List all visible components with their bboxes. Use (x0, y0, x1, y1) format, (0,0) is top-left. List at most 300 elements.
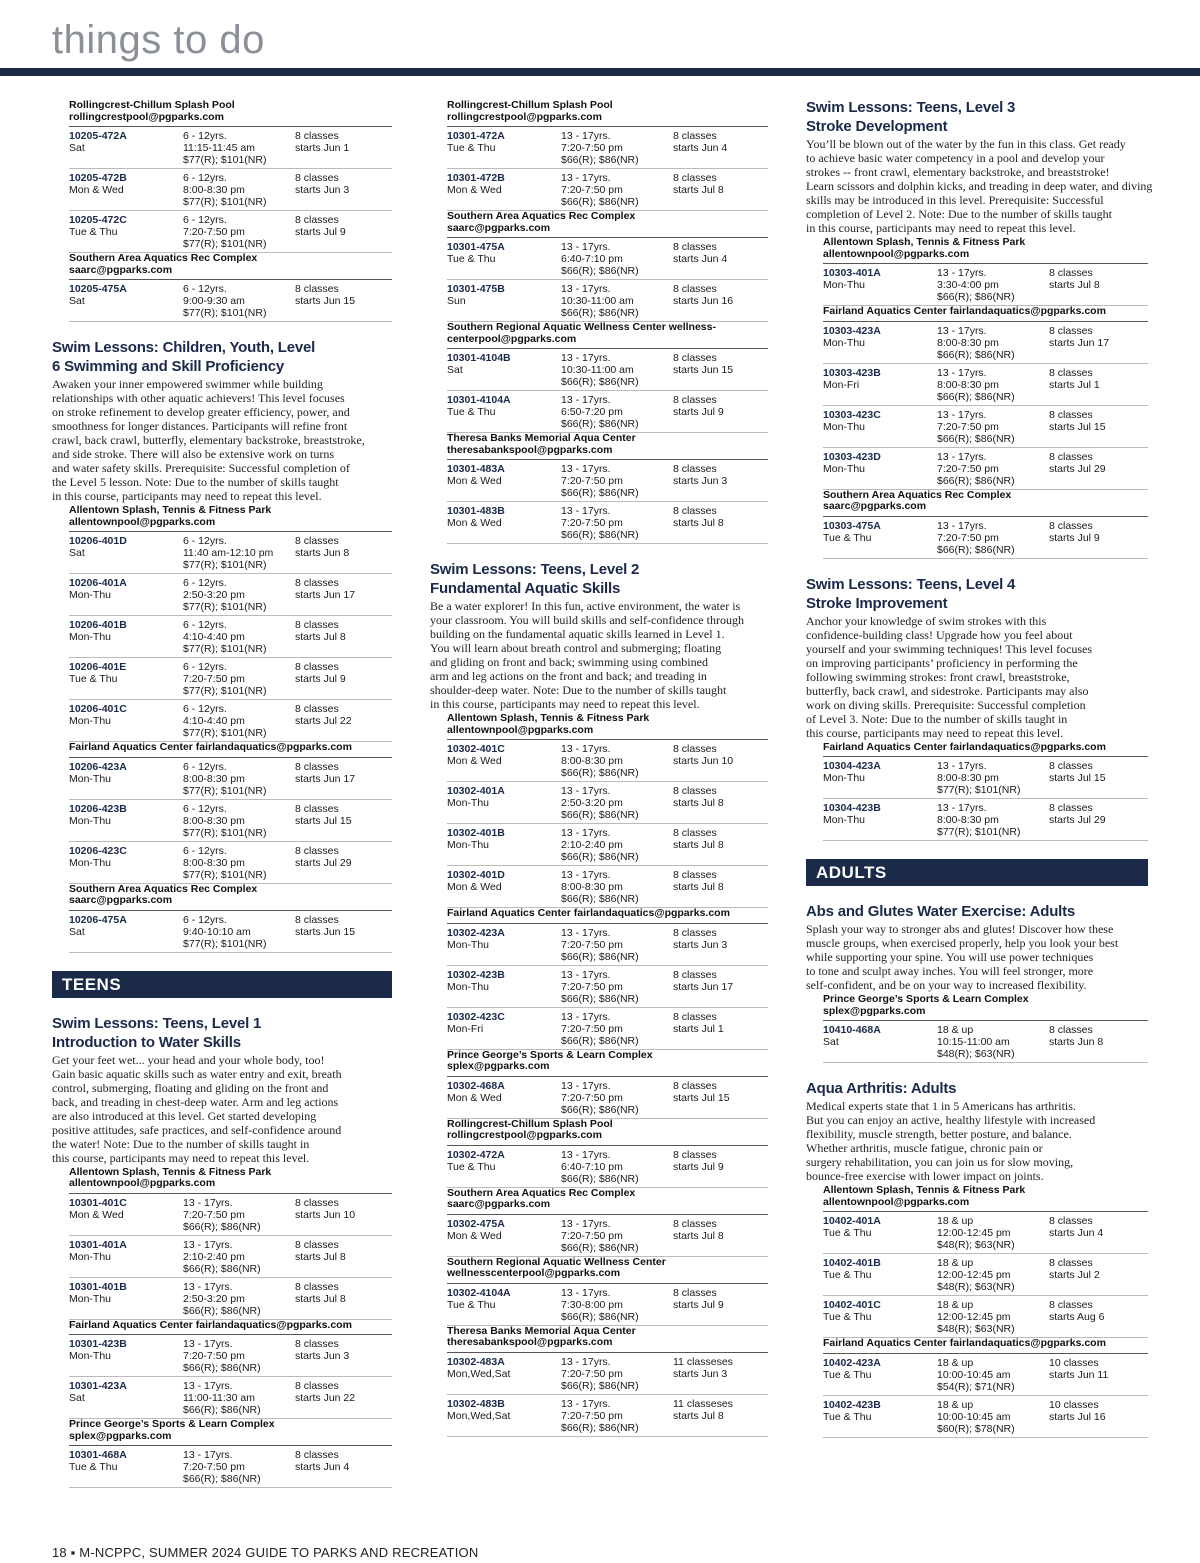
description-line: while supporting your spine. You will use power techniques (806, 950, 1094, 964)
class-days: Sat (69, 925, 85, 938)
class-code: 10301-401C (69, 1196, 127, 1209)
class-fee: $66(R); $86(NR) (937, 543, 1015, 556)
location-email: allentownpool@pgparks.com (823, 1195, 970, 1208)
class-time: 7:20-7:50 pm (183, 673, 245, 685)
class-row (823, 322, 1148, 364)
class-code: 10301-423B (69, 1338, 127, 1350)
class-row (447, 740, 768, 782)
class-fee: $66(R); $86(NR) (561, 154, 639, 166)
class-days: Sat (69, 1392, 85, 1404)
location-name: Southern Regional Aquatic Wellness Center wellness- (447, 321, 716, 333)
class-row (447, 169, 768, 211)
class-fee: $77(R); $101(NR) (183, 868, 267, 881)
start-date: starts Jul 8 (673, 1229, 724, 1242)
class-time: 12:00-12:45 pm (937, 1269, 1011, 1281)
class-row (447, 1146, 768, 1188)
class-count: 8 classes (673, 869, 717, 881)
class-days: Tue & Thu (823, 1269, 872, 1281)
start-date: starts Jul 8 (673, 839, 724, 851)
class-code: 10302-468A (447, 1079, 505, 1092)
location-email: saarc@pgparks.com (447, 221, 551, 234)
class-time: 2:50-3:20 pm (561, 797, 623, 809)
description-line: back, and treading in chest-deep water. Arm and leg actions (52, 1094, 339, 1109)
class-row (823, 1354, 1148, 1396)
class-fee: $66(R); $86(NR) (937, 291, 1015, 303)
age-range: 13 - 17yrs. (183, 1338, 233, 1350)
class-code: 10302-423C (447, 1010, 505, 1023)
class-code: 10302-423B (447, 968, 505, 981)
course-title-line: Swim Lessons: Teens, Level 3 (806, 99, 1016, 116)
location-name: Southern Area Aquatics Rec Complex (69, 252, 258, 264)
age-range: 13 - 17yrs. (937, 760, 987, 772)
class-fee: $66(R); $86(NR) (561, 307, 639, 319)
class-code: 10205-472B (69, 172, 127, 184)
class-days: Mon-Thu (447, 797, 490, 809)
class-code: 10302-401A (447, 785, 505, 797)
age-range: 18 & up (937, 1299, 974, 1311)
spacer (447, 487, 561, 499)
spacer (447, 851, 561, 863)
age-range: 13 - 17yrs. (561, 1148, 611, 1161)
location-email: saarc@pgparks.com (823, 500, 927, 512)
description-line: You’ll be blown out of the water by the fun in this class. Get ready (806, 137, 1126, 151)
description-line: Medical experts state that 1 in 5 Americans has arthritis. (806, 1099, 1076, 1113)
class-fee: $66(R); $86(NR) (183, 1262, 261, 1275)
class-row (69, 1278, 392, 1320)
spacer (447, 1422, 561, 1434)
age-group-banner: ADULTS (806, 859, 1148, 886)
class-time: 3:30-4:00 pm (937, 279, 999, 291)
class-fee: $77(R); $101(NR) (183, 784, 267, 797)
location-name: Prince George’s Sports & Learn Complex (69, 1418, 275, 1430)
age-range: 13 - 17yrs. (183, 1280, 233, 1293)
age-range: 13 - 17yrs. (937, 802, 987, 814)
age-range: 13 - 17yrs. (561, 241, 611, 253)
class-count: 8 classes (295, 130, 339, 142)
class-code: 10301-401B (69, 1280, 127, 1293)
class-fee: $66(R); $86(NR) (937, 474, 1015, 487)
location-header (69, 1320, 392, 1336)
class-code: 10206-423B (69, 802, 127, 815)
column-1 (52, 98, 392, 1488)
location-header (447, 1257, 768, 1284)
class-count: 8 classes (673, 1217, 717, 1230)
section-title: things to do (52, 18, 265, 62)
class-time: 7:20-7:50 pm (561, 980, 623, 993)
class-count: 8 classes (673, 505, 717, 517)
class-time: 7:20-7:50 pm (937, 531, 999, 544)
class-row (823, 1212, 1148, 1254)
class-code: 10402-423A (823, 1356, 881, 1369)
class-days: Mon & Wed (69, 1208, 124, 1221)
class-days: Sat (69, 295, 85, 307)
age-range: 18 & up (937, 1257, 974, 1269)
class-code: 10302-483A (447, 1355, 505, 1368)
class-days: Mon-Thu (823, 336, 866, 349)
description-line: Get your feet wet... your head and your whole body, too! (52, 1052, 325, 1067)
class-count: 8 classes (673, 130, 717, 142)
age-range: 13 - 17yrs. (561, 130, 611, 142)
age-range: 13 - 17yrs. (937, 519, 987, 532)
class-count: 8 classes (295, 661, 339, 673)
start-date: starts Jul 8 (673, 517, 724, 529)
class-days: Mon-Thu (69, 1250, 112, 1263)
class-count: 8 classes (295, 535, 339, 547)
location-name: Prince George’s Sports & Learn Complex (823, 993, 1029, 1005)
class-days: Mon-Fri (823, 378, 860, 391)
location-header (69, 505, 392, 532)
class-time: 8:00-8:30 pm (561, 755, 623, 767)
age-range: 6 - 12yrs. (183, 130, 227, 142)
start-date: starts Jul 1 (1049, 378, 1100, 391)
start-date: starts Jul 2 (1049, 1269, 1100, 1281)
class-time: 8:00-8:30 pm (183, 814, 245, 827)
spacer (447, 265, 561, 277)
class-time: 7:20-7:50 pm (561, 517, 623, 529)
class-count: 10 classes (1049, 1356, 1099, 1369)
class-code: 10205-472C (69, 214, 127, 226)
location-header (447, 908, 768, 924)
class-days: Mon & Wed (447, 1229, 502, 1242)
spacer (823, 544, 937, 556)
spacer (69, 1221, 183, 1233)
spacer (69, 196, 183, 208)
class-time: 8:00-8:30 pm (937, 336, 999, 349)
class-time: 10:30-11:00 am (561, 295, 634, 307)
class-days: Mon-Thu (69, 814, 112, 827)
description-line: crawl, back crawl, butterfly, elementary backstroke, breaststroke, (52, 433, 365, 447)
class-time: 7:20-7:50 pm (183, 226, 245, 238)
age-range: 6 - 12yrs. (183, 535, 227, 547)
location-name: Rollingcrest-Chillum Splash Pool (447, 1117, 613, 1130)
class-days: Mon-Thu (823, 279, 866, 291)
class-time: 8:00-8:30 pm (937, 378, 999, 391)
start-date: starts Jun 17 (295, 772, 356, 785)
location-email: rollingcrestpool@pgparks.com (447, 110, 602, 123)
class-days: Mon-Thu (823, 462, 866, 475)
class-row (823, 757, 1148, 799)
class-code: 10205-472A (69, 130, 127, 142)
class-time: 2:10-2:40 pm (561, 839, 623, 851)
page-footer: 18 ▪ M-NCPPC, SUMMER 2024 GUIDE TO PARKS AND RECREATION (52, 1545, 479, 1560)
age-range: 13 - 17yrs. (561, 505, 611, 517)
class-row (69, 574, 392, 616)
description-line: Splash your way to stronger abs and glutes! Discover how these (806, 922, 1114, 936)
description-line: flexibility, muscle strength, better posture, and balance. (806, 1127, 1072, 1141)
location-name: Fairland Aquatics Center fairlandaquatics@pgparks.com (823, 305, 1106, 317)
description-line: Whether arthritis, muscle fatigue, chronic pain or (806, 1141, 1043, 1155)
start-date: starts Jun 3 (673, 1367, 728, 1380)
class-count: 8 classes (1049, 1215, 1093, 1227)
location-header (823, 490, 1148, 517)
age-range: 6 - 12yrs. (183, 577, 227, 589)
start-date: starts Jun 10 (295, 1208, 356, 1221)
class-row (823, 364, 1148, 406)
class-time: 4:10-4:40 pm (183, 715, 245, 727)
description-line: in this course, participants may need to repeat this level. (430, 697, 700, 711)
location-name: Theresa Banks Memorial Aqua Center (447, 1324, 636, 1337)
class-count: 8 classes (673, 352, 717, 364)
class-fee: $66(R); $86(NR) (561, 809, 639, 821)
description-line: self-confident, and be on your way to increased flexibility. (806, 978, 1087, 992)
class-row (823, 406, 1148, 448)
start-date: starts Jun 3 (295, 184, 350, 196)
location-email: rollingcrestpool@pgparks.com (69, 110, 224, 123)
class-row (69, 700, 392, 742)
location-header (823, 1185, 1148, 1212)
class-time: 10:00-10:45 am (937, 1410, 1011, 1423)
start-date: starts Jun 22 (295, 1392, 356, 1404)
class-count: 8 classes (673, 463, 717, 475)
course-description (806, 1099, 1148, 1183)
spacer (823, 826, 937, 838)
class-time: 12:00-12:45 pm (937, 1311, 1011, 1323)
description-line: of Level 3. Note: Due to the number of skills taught in (806, 711, 1068, 726)
description-line: completion of Level 2. Note: Due to the number of skills taught (806, 207, 1112, 221)
course-title (430, 560, 768, 598)
age-range: 6 - 12yrs. (183, 619, 227, 631)
class-days: Sun (447, 295, 466, 307)
location-header (69, 1419, 392, 1446)
class-row (69, 911, 392, 953)
spacer (823, 1048, 937, 1060)
course-title-line: 6 Swimming and Skill Proficiency (52, 358, 285, 375)
class-fee: $66(R); $86(NR) (561, 767, 639, 779)
location-email: rollingcrestpool@pgparks.com (447, 1129, 602, 1141)
description-line: bounce-free exercise with lower impact on joints. (806, 1169, 1044, 1183)
class-days: Mon-Thu (447, 980, 490, 993)
class-days: Mon & Wed (447, 184, 502, 196)
class-fee: $66(R); $86(NR) (561, 1103, 639, 1116)
class-row (447, 238, 768, 280)
spacer (69, 238, 183, 250)
location-header (447, 713, 768, 740)
description-line: shoulder-deep water. Note: Due to the number of skills taught (430, 683, 727, 697)
class-row (447, 924, 768, 966)
class-time: 2:50-3:20 pm (183, 1292, 245, 1305)
age-range: 13 - 17yrs. (937, 366, 987, 379)
class-fee: $66(R); $86(NR) (561, 1379, 639, 1392)
start-date: starts Jul 22 (295, 715, 352, 727)
class-code: 10402-401B (823, 1257, 881, 1269)
location-email: saarc@pgparks.com (69, 894, 173, 906)
location-name: Southern Area Aquatics Rec Complex (447, 210, 636, 222)
class-time: 7:20-7:50 pm (561, 1409, 623, 1422)
class-days: Tue & Thu (447, 1298, 496, 1311)
class-time: 4:10-4:40 pm (183, 631, 245, 643)
spacer (69, 307, 183, 319)
class-fee: $77(R); $101(NR) (183, 643, 267, 655)
class-code: 10301-468A (69, 1449, 127, 1461)
class-days: Mon & Wed (447, 475, 502, 487)
description-line: skills may be introduced in this level. Prerequisite: Successful (806, 193, 1104, 207)
class-time: 6:50-7:20 pm (561, 406, 623, 418)
location-header (69, 1167, 392, 1194)
class-row (823, 517, 1148, 559)
course-title-line: Swim Lessons: Children, Youth, Level (52, 339, 316, 356)
description-line: confidence-building class! Upgrade how you feel about (806, 627, 1073, 642)
spacer (69, 685, 183, 697)
class-count: 8 classes (1049, 1024, 1093, 1036)
location-email: centerpool@pgparks.com (447, 332, 577, 345)
class-code: 10302-401C (447, 743, 505, 755)
class-row (69, 280, 392, 322)
age-range: 18 & up (937, 1398, 974, 1411)
class-time: 8:00-8:30 pm (937, 814, 999, 826)
class-days: Tue & Thu (823, 531, 872, 544)
description-line: work on diving skills. Prerequisite: Successful completion (806, 697, 1086, 712)
class-fee: $66(R); $86(NR) (183, 1404, 261, 1416)
class-time: 7:20-7:50 pm (183, 1350, 245, 1362)
spacer (69, 1362, 183, 1374)
spacer (823, 1281, 937, 1293)
class-days: Tue & Thu (69, 673, 118, 685)
class-time: 10:15-11:00 am (937, 1036, 1010, 1048)
class-time: 7:20-7:50 pm (561, 938, 623, 951)
course-description (52, 1053, 392, 1165)
age-range: 13 - 17yrs. (561, 394, 611, 406)
class-count: 8 classes (673, 1148, 717, 1161)
location-name: Prince George’s Sports & Learn Complex (447, 1048, 653, 1061)
spacer (69, 727, 183, 739)
location-header (447, 322, 768, 349)
location-email: saarc@pgparks.com (447, 1198, 551, 1210)
class-code: 10402-401A (823, 1215, 881, 1227)
class-count: 8 classes (1049, 802, 1093, 814)
location-email: theresabankspool@pgparks.com (447, 443, 613, 456)
spacer (447, 1173, 561, 1185)
description-line: following swimming strokes: front crawl, breaststroke, (806, 669, 1070, 684)
location-header (69, 742, 392, 758)
class-fee: $77(R); $101(NR) (937, 826, 1021, 838)
description-line: in this course, participants may need to repeat this level. (806, 221, 1076, 235)
location-name: Fairland Aquatics Center fairlandaquatics@pgparks.com (823, 740, 1106, 753)
class-days: Tue & Thu (447, 253, 496, 265)
start-date: starts Jul 9 (1049, 531, 1100, 544)
start-date: starts Jul 29 (295, 856, 352, 869)
class-time: 2:10-2:40 pm (183, 1250, 245, 1263)
spacer (823, 433, 937, 445)
class-fee: $66(R); $86(NR) (183, 1304, 261, 1317)
age-range: 6 - 12yrs. (183, 214, 227, 226)
class-row (69, 211, 392, 253)
start-date: starts Jun 8 (1049, 1036, 1104, 1048)
start-date: starts Jul 9 (673, 1298, 724, 1311)
class-code: 10301-472A (447, 130, 505, 142)
class-time: 11:40 am-12:10 pm (183, 547, 274, 559)
class-days: Tue & Thu (823, 1410, 872, 1423)
description-line: this course, participants may need to repeat this level. (52, 1150, 310, 1165)
start-date: starts Jul 8 (1049, 279, 1100, 291)
start-date: starts Jun 11 (1049, 1368, 1109, 1381)
start-date: starts Jun 4 (1049, 1227, 1104, 1239)
class-code: 10302-475A (447, 1217, 505, 1230)
class-fee: $66(R); $86(NR) (183, 1473, 261, 1485)
description-line: arm and leg actions on the front and back; and treading in (430, 669, 707, 683)
class-row (447, 824, 768, 866)
location-name: Theresa Banks Memorial Aqua Center (447, 432, 636, 444)
location-email: allentownpool@pgparks.com (823, 247, 970, 260)
start-date: starts Jul 8 (295, 1250, 346, 1263)
class-fee: $77(R); $101(NR) (183, 826, 267, 839)
spacer (447, 1380, 561, 1392)
location-email: splex@pgparks.com (69, 1429, 172, 1442)
class-fee: $77(R); $101(NR) (183, 307, 267, 319)
start-date: starts Jun 3 (673, 938, 728, 951)
class-code: 10402-423B (823, 1398, 881, 1411)
description-line: strokes -- front crawl, elementary backstroke, and breaststroke! (806, 165, 1110, 179)
spacer (447, 893, 561, 905)
location-email: allentownpool@pgparks.com (69, 1177, 216, 1189)
class-count: 8 classes (673, 743, 717, 755)
class-count: 8 classes (1049, 450, 1093, 463)
class-row (823, 1296, 1148, 1338)
location-header (447, 100, 768, 127)
age-range: 13 - 17yrs. (561, 1286, 611, 1299)
age-range: 18 & up (937, 1356, 974, 1369)
class-count: 8 classes (295, 214, 339, 226)
spacer (69, 869, 183, 881)
class-fee: $66(R); $86(NR) (183, 1220, 261, 1233)
age-range: 13 - 17yrs. (561, 283, 611, 295)
description-line: and gliding on front and back; swimming using combined (430, 655, 708, 669)
location-header (447, 1188, 768, 1215)
class-days: Sat (447, 364, 463, 376)
class-row (447, 460, 768, 502)
class-count: 10 classes (1049, 1398, 1099, 1411)
course-title-line: Swim Lessons: Teens, Level 2 (430, 561, 640, 578)
age-range: 13 - 17yrs. (561, 869, 611, 881)
location-name: Allentown Splash, Tennis & Fitness Park (823, 1184, 1026, 1196)
description-line: butterfly, back crawl, and sidestroke. Participants may also (806, 683, 1089, 698)
course-description (806, 137, 1153, 235)
description-line: your classroom. You will build skills and self-confidence through (430, 613, 744, 627)
age-range: 13 - 17yrs. (183, 1196, 233, 1209)
location-name: Rollingcrest-Chillum Splash Pool (447, 99, 613, 111)
age-range: 18 & up (937, 1215, 974, 1227)
class-time: 7:20-7:50 pm (561, 1229, 623, 1242)
spacer (447, 418, 561, 430)
class-days: Tue & Thu (447, 406, 496, 418)
class-count: 8 classes (295, 619, 339, 631)
age-range: 13 - 17yrs. (561, 1079, 611, 1092)
class-code: 10205-475A (69, 283, 127, 295)
class-count: 11 classeses (673, 1355, 733, 1368)
age-range: 13 - 17yrs. (561, 463, 611, 475)
description-line: yourself and your swimming techniques! This level focuses (806, 641, 1093, 656)
description-line: this course, participants may need to repeat this level. (806, 725, 1064, 740)
location-header (823, 742, 1148, 758)
start-date: starts Jul 29 (1049, 462, 1106, 475)
location-name: Fairland Aquatics Center fairlandaquatics@pgparks.com (69, 741, 352, 753)
class-days: Mon & Wed (69, 184, 124, 196)
start-date: starts Jun 3 (295, 1350, 350, 1362)
class-code: 10303-401A (823, 267, 881, 279)
class-code: 10206-423C (69, 844, 127, 857)
class-row (447, 502, 768, 544)
class-fee: $66(R); $86(NR) (561, 487, 639, 499)
class-count: 8 classes (673, 241, 717, 253)
class-code: 10301-423A (69, 1380, 127, 1392)
spacer (823, 1323, 937, 1335)
age-range: 13 - 17yrs. (937, 267, 987, 279)
start-date: starts Jul 9 (673, 1160, 724, 1173)
class-fee: $77(R); $101(NR) (183, 238, 267, 250)
start-date: starts Jul 8 (673, 881, 724, 893)
spacer (447, 154, 561, 166)
class-days: Sat (69, 142, 85, 154)
class-row (69, 616, 392, 658)
